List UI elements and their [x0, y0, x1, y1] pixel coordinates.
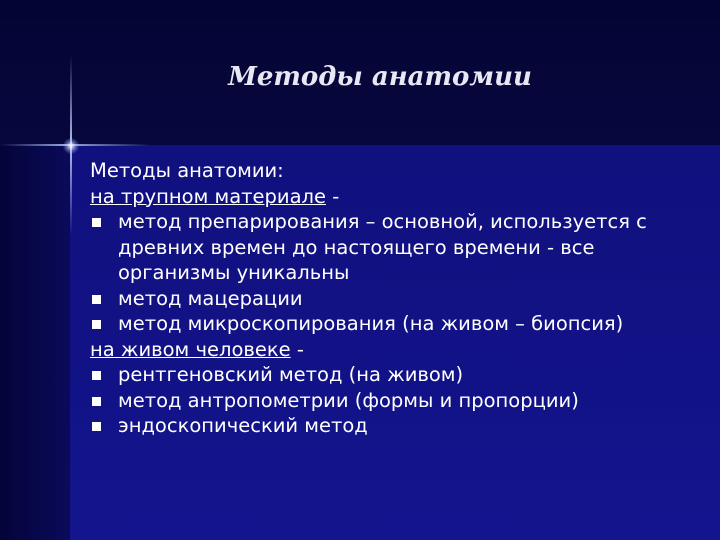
bullet-text: метод мацерации: [118, 286, 303, 310]
section-heading-living: [90, 337, 700, 363]
bullet-item: [90, 388, 700, 414]
square-bullet-icon: [92, 295, 101, 304]
intro-line: Методы анатомии:: [90, 159, 284, 182]
section-heading-living-text: на живом человеке: [90, 337, 291, 361]
square-bullet-icon: [92, 320, 101, 329]
bullet-text: метод микроскопирования (на живом – биопсия): [118, 312, 624, 335]
bullet-item: [90, 311, 700, 337]
square-bullet-icon: [92, 218, 101, 227]
bullet-text: метод препарирования – основной, используется с древних времен до настоящего времени - все организмы уникальны: [118, 210, 647, 284]
bullet-text: эндоскопический метод: [118, 414, 368, 437]
bullet-text: рентгеновский метод (на живом): [118, 363, 464, 386]
section-heading-cadaver-suffix: -: [326, 184, 340, 208]
sparkle-icon: [63, 138, 79, 154]
left-band: [0, 145, 70, 540]
bullet-item: [90, 286, 700, 312]
slide-title: Методы анатомии: [228, 62, 532, 92]
section-heading-cadaver-text: на трупном материале: [90, 184, 326, 208]
slide-body: [90, 158, 700, 439]
square-bullet-icon: [92, 397, 101, 406]
bullet-item: [90, 413, 700, 439]
square-bullet-icon: [92, 422, 101, 431]
bullet-item: [90, 362, 700, 388]
section-heading-living-suffix: -: [290, 337, 304, 361]
bullet-item: [90, 209, 700, 286]
bullet-text: метод антропометрии (формы и пропорции): [118, 388, 579, 412]
square-bullet-icon: [92, 371, 101, 380]
section-heading-cadaver: [90, 184, 700, 210]
